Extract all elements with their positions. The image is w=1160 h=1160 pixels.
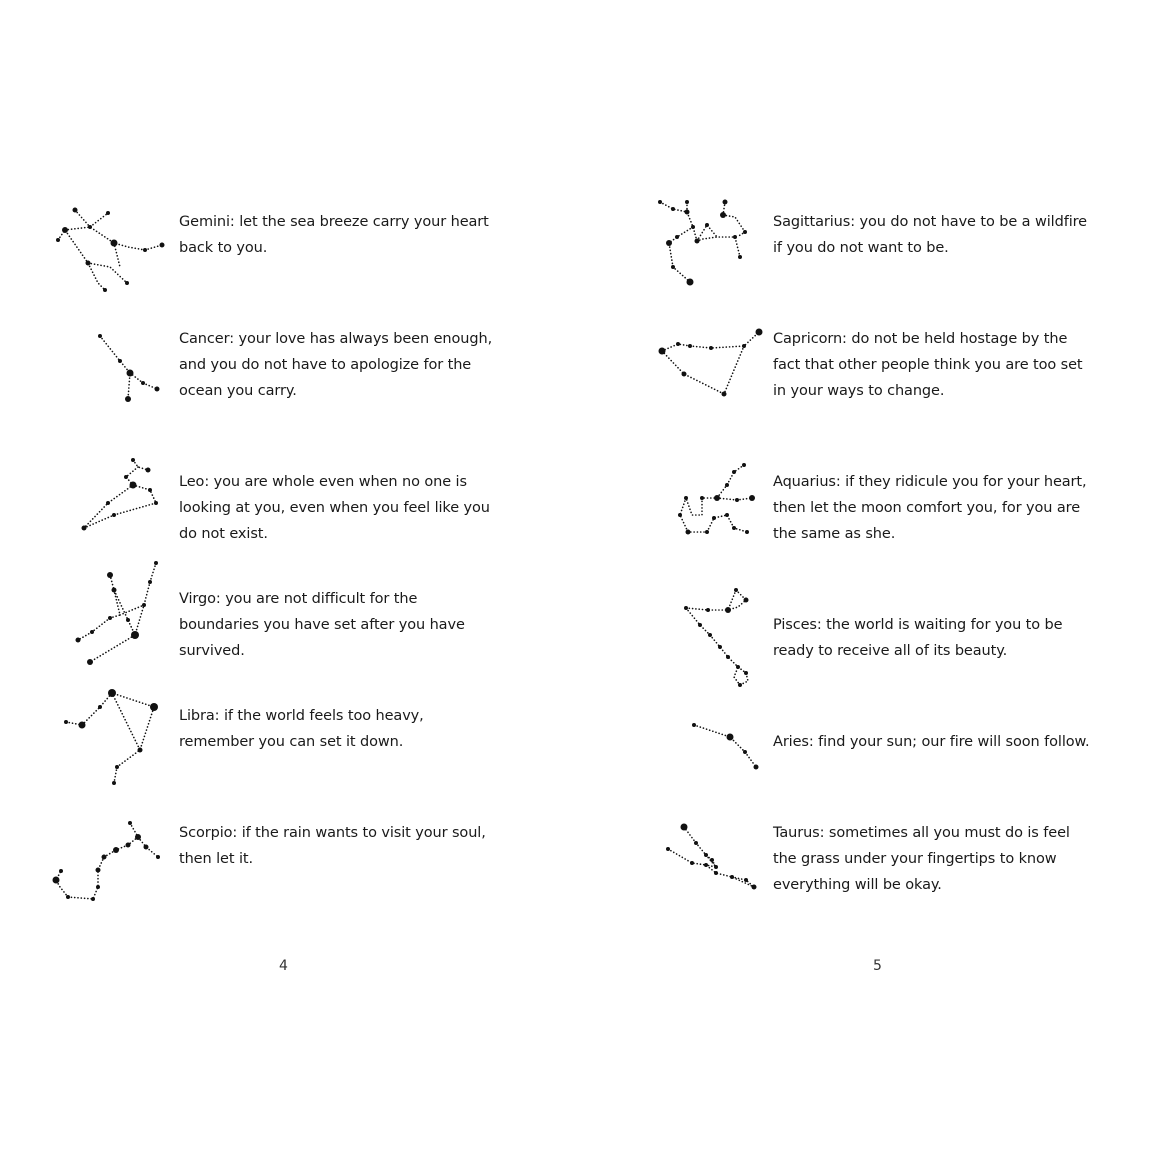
- cancer-constellation-icon: [95, 331, 185, 411]
- entry-text: Taurus: sometimes all you must do is feel the grass under your fingertips to know everything will be okay.: [773, 825, 1070, 893]
- entry-text: Virgo: you are not difficult for the boundaries you have set after you have survived.: [179, 591, 465, 659]
- taurus-constellation-icon: [664, 815, 774, 905]
- aries-constellation-icon: [690, 717, 780, 787]
- pisces-constellation-icon: [680, 585, 770, 695]
- leo-constellation-icon: [78, 455, 188, 545]
- page-number-right: 5: [873, 958, 882, 974]
- entry-text: Sagittarius: you do not have to be a wildfire if you do not want to be.: [773, 214, 1087, 256]
- scorpio-constellation-icon: [48, 815, 168, 915]
- entry-text: Capricorn: do not be held hostage by the fact that other people think you are too set in your ways to change.: [773, 331, 1083, 399]
- sagittarius-constellation-icon: [655, 197, 765, 297]
- entry-text: Pisces: the world is waiting for you to be ready to receive all of its beauty.: [773, 617, 1063, 659]
- entry-text: Aquarius: if they ridicule you for your heart, then let the moon comfort you, for you are the same as she.: [773, 474, 1087, 542]
- entry-text: Leo: you are whole even when no one is looking at you, even when you feel like you do not exist.: [179, 474, 490, 542]
- aquarius-constellation-icon: [672, 460, 782, 550]
- entry-text: Scorpio: if the rain wants to visit your soul, then let it.: [179, 825, 486, 867]
- virgo-constellation-icon: [72, 560, 172, 670]
- entry-text: Aries: find your sun; our fire will soon follow.: [773, 734, 1090, 750]
- entry-text: Cancer: your love has always been enough, and you do not have to apologize for the ocean you carry.: [179, 331, 493, 399]
- entry-text: Gemini: let the sea breeze carry your heart back to you.: [179, 214, 489, 256]
- entry-text: Libra: if the world feels too heavy, remember you can set it down.: [179, 708, 424, 750]
- page-number-left: 4: [279, 958, 288, 974]
- libra-constellation-icon: [62, 685, 172, 795]
- capricorn-constellation-icon: [656, 326, 776, 406]
